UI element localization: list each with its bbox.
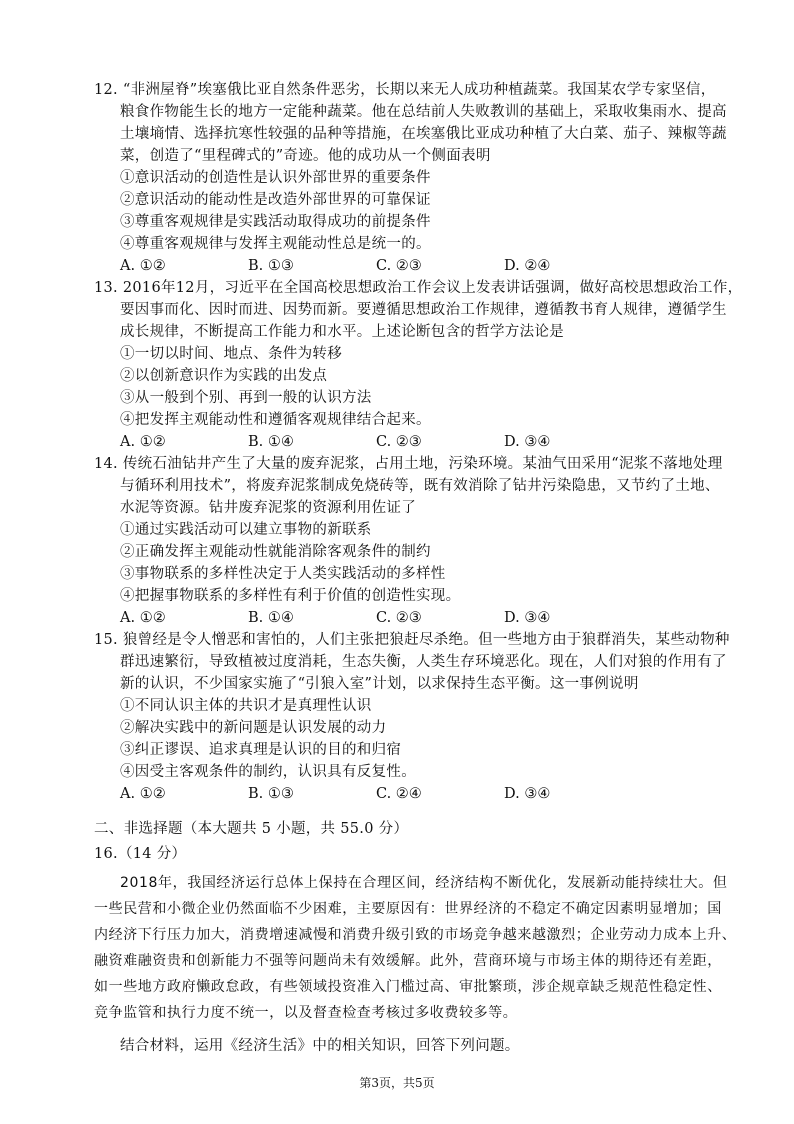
q15-stem-line-3: 新的认识，不少国家实施了“引狼入室”计划，以求保持生态平衡。这一事例说明 — [120, 676, 639, 692]
q13-choice-d: D. ③④ — [504, 434, 551, 450]
q14-statement-3: ③事物联系的多样性决定于人类实践活动的多样性 — [120, 566, 446, 582]
q13-statement-1: ①一切以时间、地点、条件为转移 — [120, 346, 342, 362]
page-footer: 第3页，共5页 — [359, 1076, 435, 1090]
q15-statement-3: ③纠正谬误、追求真理是认识的目的和归宿 — [120, 742, 402, 758]
q12-stem-line-4: 菜，创造了“里程碑式的”奇迹。他的成功从一个侧面表明 — [120, 148, 491, 164]
q15-statement-1: ①不同认识主体的共识才是真理性认识 — [120, 698, 372, 714]
q14-choice-c: C. ②③ — [376, 610, 422, 626]
q15-statement-2: ②解决实践中的新问题是认识发展的动力 — [120, 720, 387, 736]
q12-choice-a: A. ①② — [120, 258, 166, 274]
material-line-4: 融资难融资贵和创新能力不强等问题尚未有效缓解。此外，营商环境与市场主体的期待还有差距， — [94, 953, 722, 969]
q12-choice-c: C. ②③ — [376, 258, 422, 274]
q14-stem-line-2: 与循环利用技术”，将废弃泥浆制成免烧砖等，既有效消除了钻井污染隐患，又节约了土地、 — [120, 478, 720, 494]
q13-stem-line-2: 要因事而化、因时而进、因势而新。要遵循思想政治工作规律，遵循教书育人规律，遵循学生 — [120, 302, 727, 318]
q13-statement-2: ②以创新意识作为实践的出发点 — [120, 368, 328, 384]
q14-statement-4: ④把握事物联系的多样性有利于价值的创造性实现。 — [120, 588, 461, 604]
q13-choice-a: A. ①② — [120, 434, 166, 450]
q12-statement-1: ①意识活动的创造性是认识外部世界的重要条件 — [120, 170, 431, 186]
q12-statement-4: ④尊重客观规律与发挥主观能动性总是统一的。 — [120, 236, 431, 252]
q13-stem-line-1: 13. 2016年12月，习近平在全国高校思想政治工作会议上发表讲话强调，做好高校思想政治工作， — [94, 280, 743, 296]
q12-stem-line-3: 土壤墒情、选择抗寒性较强的品种等措施，在埃塞俄比亚成功种植了大白菜、茄子、辣椒等蔬 — [120, 126, 727, 142]
q13-statement-4: ④把发挥主观能动性和遵循客观规律结合起来。 — [120, 412, 431, 428]
q14-stem-line-3: 水泥等资源。钻井废弃泥浆的资源利用佐证了 — [120, 500, 416, 516]
q14-stem-line-1: 14. 传统石油钻井产生了大量的废弃泥浆，占用土地，污染环境。某油气田采用“泥浆不落地处理 — [94, 456, 723, 472]
material-line-2: 一些民营和小微企业仍然面临不少困难，主要原因有：世界经济的不稳定不确定因素明显增加；国 — [94, 901, 722, 917]
q15-choice-b: B. ①③ — [248, 786, 294, 802]
q14-choice-d: D. ③④ — [504, 610, 551, 626]
q15-statement-4: ④因受主客观条件的制约，认识具有反复性。 — [120, 764, 416, 780]
q12-stem-line-1: 12. “非洲屋脊”埃塞俄比亚自然条件恶劣，长期以来无人成功种植蔬菜。我国某农学专家坚信， — [94, 82, 716, 98]
q14-statement-1: ①通过实践活动可以建立事物的新联系 — [120, 522, 372, 538]
q15-choice-d: D. ③④ — [504, 786, 551, 802]
q14-choice-b: B. ①④ — [248, 610, 294, 626]
q15-choice-a: A. ①② — [120, 786, 166, 802]
material-line-1: 2018年，我国经济运行总体上保持在合理区间，经济结构不断优化，发展新动能持续壮大。但 — [120, 875, 728, 891]
q12-choice-d: D. ②④ — [504, 258, 551, 274]
q15-choice-c: C. ②④ — [376, 786, 422, 802]
q12-statement-2: ②意识活动的能动性是改造外部世界的可靠保证 — [120, 192, 431, 208]
q15-stem-line-1: 15. 狼曾经是令人憎恶和害怕的，人们主张把狼赶尽杀绝。但一些地方由于狼群消失，某些动物种 — [94, 632, 730, 648]
q12-choice-b: B. ①③ — [248, 258, 294, 274]
material-line-6: 竞争监管和执行力度不统一，以及督查检查考核过多收费较多等。 — [94, 1005, 518, 1021]
q14-statement-2: ②正确发挥主观能动性就能消除客观条件的制约 — [120, 544, 431, 560]
material-line-3: 内经济下行压力加大，消费增速减慢和消费升级引致的市场竞争越来越激烈；企业劳动力成本上升、 — [94, 927, 737, 943]
q16-header: 16.（14 分） — [94, 846, 187, 862]
q13-stem-line-3: 成长规律，不断提高工作能力和水平。上述论断包含的哲学方法论是 — [120, 324, 564, 340]
q13-statement-3: ③从一般到个别、再到一般的认识方法 — [120, 390, 372, 406]
q16-instruction: 结合材料，运用《经济生活》中的相关知识，回答下列问题。 — [120, 1038, 520, 1054]
section-title: 二、非选择题（本大题共 5 小题，共 55.0 分） — [94, 821, 409, 837]
material-line-5: 如一些地方政府懒政怠政，有些领域投资准入门槛过高、审批繁琐，涉企规章缺乏规范性稳定性、 — [94, 979, 722, 995]
q15-stem-line-2: 群迅速繁衍，导致植被过度消耗，生态失衡，人类生存环境恶化。现在，人们对狼的作用有了 — [120, 654, 727, 670]
q14-choice-a: A. ①② — [120, 610, 166, 626]
q13-choice-c: C. ②③ — [376, 434, 422, 450]
q13-choice-b: B. ①④ — [248, 434, 294, 450]
q12-statement-3: ③尊重客观规律是实践活动取得成功的前提条件 — [120, 214, 431, 230]
q12-stem-line-2: 粮食作物能生长的地方一定能种蔬菜。他在总结前人失败教训的基础上，采取收集雨水、提高 — [120, 104, 727, 120]
